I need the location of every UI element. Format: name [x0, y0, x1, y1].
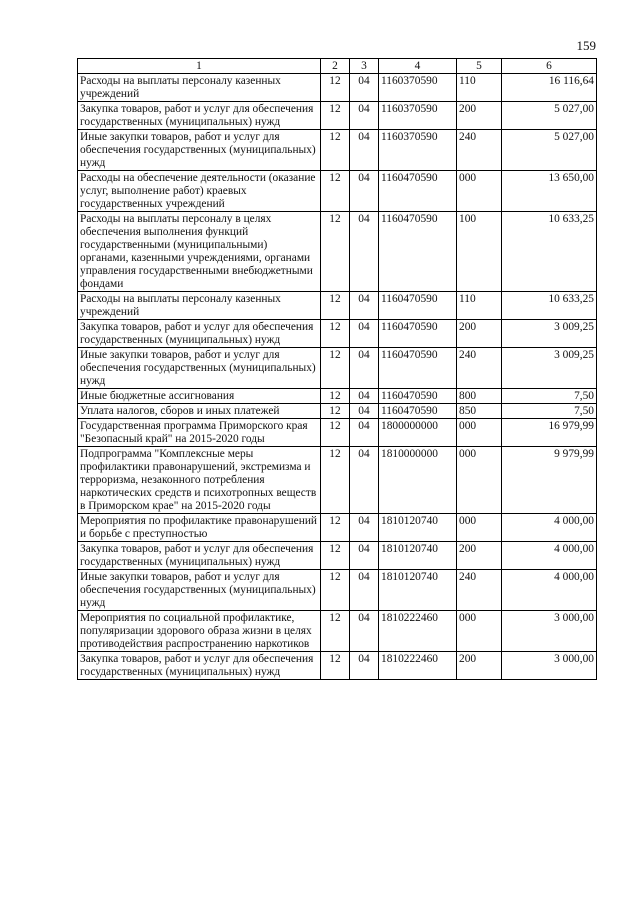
table-row [78, 611, 597, 652]
item-name-cell: Государственная программа Приморского края "Безопасный край" на 2015-2020 годы [78, 419, 321, 447]
target-article-cell: 1160370590 [379, 74, 457, 102]
target-article-cell: 1160470590 [379, 292, 457, 320]
amount-cell: 4 000,00 [502, 542, 597, 570]
target-article-cell: 1160470590 [379, 389, 457, 404]
target-article-cell: 1160470590 [379, 348, 457, 389]
item-name-cell: Закупка товаров, работ и услуг для обеспечения государственных (муниципальных) нужд [78, 102, 321, 130]
amount-cell: 16 116,64 [502, 74, 597, 102]
section-code-cell: 12 [321, 74, 350, 102]
target-article-cell: 1160470590 [379, 320, 457, 348]
subsection-code-cell: 04 [350, 74, 379, 102]
item-name-cell: Иные закупки товаров, работ и услуг для обеспечения государственных (муниципальных) нужд [78, 130, 321, 171]
expense-type-cell: 110 [457, 292, 502, 320]
expense-type-cell: 200 [457, 102, 502, 130]
target-article-cell: 1810222460 [379, 652, 457, 680]
table-row [78, 102, 597, 130]
expense-type-cell: 000 [457, 419, 502, 447]
section-code-cell: 12 [321, 570, 350, 611]
target-article-cell: 1810120740 [379, 570, 457, 611]
amount-cell: 3 000,00 [502, 652, 597, 680]
item-name-cell: Подпрограмма "Комплексные меры профилактики правонарушений, экстремизма и терроризма, незаконного потребления наркотических средств и психотропных веществ в Приморском крае" на 2015-2020 годы [78, 447, 321, 514]
expense-type-cell: 200 [457, 652, 502, 680]
subsection-code-cell: 04 [350, 652, 379, 680]
expense-type-cell: 240 [457, 130, 502, 171]
expense-type-cell: 800 [457, 389, 502, 404]
table-row [78, 652, 597, 680]
expense-type-cell: 200 [457, 320, 502, 348]
amount-cell: 4 000,00 [502, 570, 597, 611]
table-row [78, 447, 597, 514]
item-name-cell: Иные бюджетные ассигнования [78, 389, 321, 404]
subsection-code-cell: 04 [350, 419, 379, 447]
subsection-code-cell: 04 [350, 212, 379, 292]
table-row [78, 130, 597, 171]
table-body [78, 74, 597, 680]
expense-type-cell: 200 [457, 542, 502, 570]
section-code-cell: 12 [321, 447, 350, 514]
amount-cell: 4 000,00 [502, 514, 597, 542]
section-code-cell: 12 [321, 348, 350, 389]
item-name-cell: Расходы на обеспечение деятельности (оказание услуг, выполнение работ) краевых государственных учреждений [78, 171, 321, 212]
section-code-cell: 12 [321, 292, 350, 320]
target-article-cell: 1800000000 [379, 419, 457, 447]
amount-cell: 3 009,25 [502, 320, 597, 348]
table-row [78, 74, 597, 102]
target-article-cell: 1810222460 [379, 611, 457, 652]
section-code-cell: 12 [321, 212, 350, 292]
expense-type-cell: 000 [457, 171, 502, 212]
amount-cell: 3 009,25 [502, 348, 597, 389]
table-row [78, 348, 597, 389]
subsection-code-cell: 04 [350, 389, 379, 404]
section-code-cell: 12 [321, 652, 350, 680]
amount-cell: 5 027,00 [502, 102, 597, 130]
table-row [78, 514, 597, 542]
subsection-code-cell: 04 [350, 570, 379, 611]
subsection-code-cell: 04 [350, 320, 379, 348]
table-row [78, 542, 597, 570]
subsection-code-cell: 04 [350, 292, 379, 320]
section-code-cell: 12 [321, 611, 350, 652]
item-name-cell: Мероприятия по социальной профилактике, популяризации здорового образа жизни в целях противодействия распространению наркотиков [78, 611, 321, 652]
header-col-6: 6 [502, 59, 597, 74]
target-article-cell: 1160470590 [379, 404, 457, 419]
subsection-code-cell: 04 [350, 130, 379, 171]
header-col-2: 2 [321, 59, 350, 74]
table-row [78, 404, 597, 419]
section-code-cell: 12 [321, 389, 350, 404]
expense-type-cell: 100 [457, 212, 502, 292]
section-code-cell: 12 [321, 514, 350, 542]
target-article-cell: 1810120740 [379, 542, 457, 570]
item-name-cell: Мероприятия по профилактике правонарушений и борьбе с преступностью [78, 514, 321, 542]
table-row [78, 419, 597, 447]
subsection-code-cell: 04 [350, 171, 379, 212]
target-article-cell: 1160370590 [379, 130, 457, 171]
table-row [78, 171, 597, 212]
expense-type-cell: 000 [457, 611, 502, 652]
header-col-3: 3 [350, 59, 379, 74]
item-name-cell: Расходы на выплаты персоналу казенных учреждений [78, 74, 321, 102]
table-row [78, 570, 597, 611]
section-code-cell: 12 [321, 320, 350, 348]
expense-type-cell: 850 [457, 404, 502, 419]
target-article-cell: 1810000000 [379, 447, 457, 514]
header-col-5: 5 [457, 59, 502, 74]
expense-type-cell: 000 [457, 514, 502, 542]
table-row [78, 320, 597, 348]
section-code-cell: 12 [321, 171, 350, 212]
amount-cell: 10 633,25 [502, 212, 597, 292]
target-article-cell: 1810120740 [379, 514, 457, 542]
amount-cell: 5 027,00 [502, 130, 597, 171]
table-row [78, 292, 597, 320]
subsection-code-cell: 04 [350, 611, 379, 652]
subsection-code-cell: 04 [350, 348, 379, 389]
amount-cell: 16 979,99 [502, 419, 597, 447]
item-name-cell: Иные закупки товаров, работ и услуг для обеспечения государственных (муниципальных) нужд [78, 570, 321, 611]
expense-type-cell: 240 [457, 570, 502, 611]
amount-cell: 10 633,25 [502, 292, 597, 320]
section-code-cell: 12 [321, 542, 350, 570]
table-header [78, 59, 597, 74]
item-name-cell: Закупка товаров, работ и услуг для обеспечения государственных (муниципальных) нужд [78, 652, 321, 680]
item-name-cell: Закупка товаров, работ и услуг для обеспечения государственных (муниципальных) нужд [78, 320, 321, 348]
item-name-cell: Иные закупки товаров, работ и услуг для обеспечения государственных (муниципальных) нужд [78, 348, 321, 389]
amount-cell: 7,50 [502, 404, 597, 419]
section-code-cell: 12 [321, 404, 350, 419]
amount-cell: 13 650,00 [502, 171, 597, 212]
amount-cell: 3 000,00 [502, 611, 597, 652]
item-name-cell: Расходы на выплаты персоналу в целях обеспечения выполнения функций государственными (муниципальными) органами, казенными учреждениями, органами управления государственными внебюджетными фондами [78, 212, 321, 292]
target-article-cell: 1160470590 [379, 171, 457, 212]
amount-cell: 9 979,99 [502, 447, 597, 514]
section-code-cell: 12 [321, 130, 350, 171]
page-number: 159 [576, 38, 596, 53]
section-code-cell: 12 [321, 102, 350, 130]
subsection-code-cell: 04 [350, 404, 379, 419]
expense-type-cell: 110 [457, 74, 502, 102]
header-col-1: 1 [78, 59, 321, 74]
subsection-code-cell: 04 [350, 447, 379, 514]
target-article-cell: 1160470590 [379, 212, 457, 292]
section-code-cell: 12 [321, 419, 350, 447]
item-name-cell: Уплата налогов, сборов и иных платежей [78, 404, 321, 419]
item-name-cell: Закупка товаров, работ и услуг для обеспечения государственных (муниципальных) нужд [78, 542, 321, 570]
subsection-code-cell: 04 [350, 514, 379, 542]
header-row [78, 59, 597, 74]
header-col-4: 4 [379, 59, 457, 74]
amount-cell: 7,50 [502, 389, 597, 404]
expense-type-cell: 240 [457, 348, 502, 389]
table-row [78, 389, 597, 404]
expense-type-cell: 000 [457, 447, 502, 514]
subsection-code-cell: 04 [350, 542, 379, 570]
subsection-code-cell: 04 [350, 102, 379, 130]
table-row [78, 212, 597, 292]
item-name-cell: Расходы на выплаты персоналу казенных учреждений [78, 292, 321, 320]
target-article-cell: 1160370590 [379, 102, 457, 130]
budget-table [77, 58, 597, 680]
